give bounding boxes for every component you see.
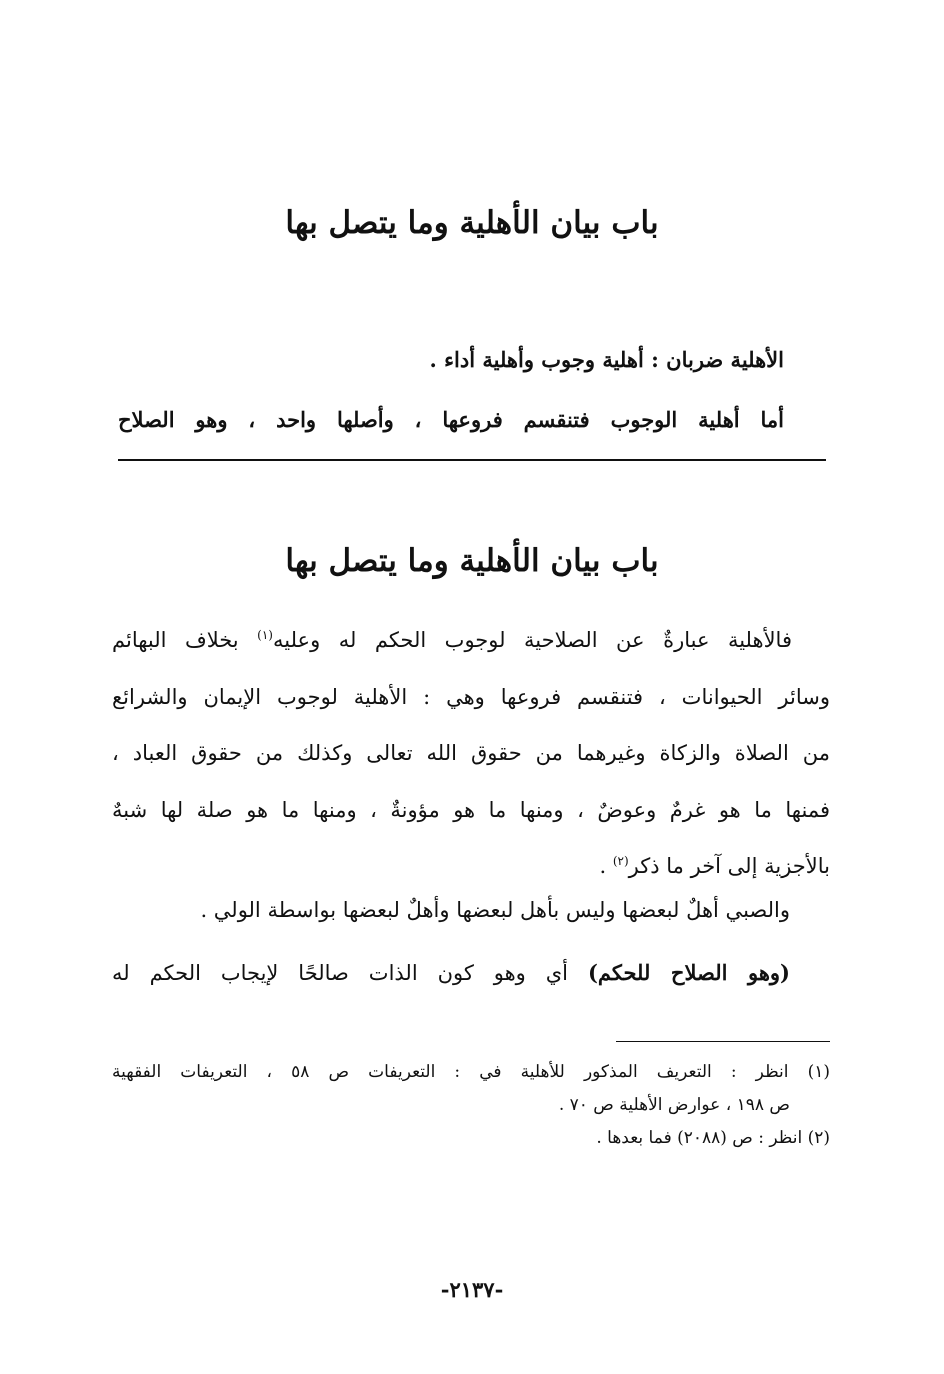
matn-line-1: الأهلية ضربان : أهلية وجوب وأهلية أداء . xyxy=(429,347,784,372)
footnote-2: (٢) انظر : ص (٢٠٨٨) فما بعدها . xyxy=(596,1128,830,1148)
text-line: فالأهلية عبارةٌ عن الصلاحية لوجوب الحكم له وعليه$^{(١)}$ بخلاف البهائم xyxy=(112,628,792,652)
text-line: من الصلاة والزكاة وغيرهما من حقوق الله تعالى وكذلك من حقوق العباد ، xyxy=(112,741,830,765)
footnote-ref-2: (٢) xyxy=(612,854,629,868)
text-line: بالأجزية إلى آخر ما ذكر$^{(٢)}$ . xyxy=(599,854,830,878)
page-number: -٢١٣٧- xyxy=(440,1277,504,1302)
matn-line-2: أما أهلية الوجوب فتنقسم فروعها ، وأصلها واحد ، وهو الصلاح xyxy=(118,407,784,432)
footnote-1-continued: ص ١٩٨ ، عوارض الأهلية ص ٧٠ . xyxy=(558,1095,790,1115)
commentary-title: باب بيان الأهلية وما يتصل بها xyxy=(285,543,659,579)
section-divider xyxy=(118,459,826,461)
footnotes xyxy=(112,1056,830,1155)
footnote-rule xyxy=(616,1041,830,1042)
quoted-matn: (وهو الصلاح للحكم) xyxy=(587,960,790,985)
footnote-ref-1: (١) xyxy=(257,628,273,642)
commentary-paragraph-3: (وهو الصلاح للحكم) أي وهو كون الذات صالحًا لإيجاب الحكم له xyxy=(112,960,790,985)
text-line: فمنها ما هو غرمٌ وعوضٌ ، ومنها ما هو مؤونةٌ ، ومنها ما هو صلة لها شبهٌ xyxy=(112,797,830,822)
commentary-paragraph-2: والصبي أهلٌ لبعضها وليس بأهل لبعضها وأهلٌ لبعضها بواسطة الولي . xyxy=(200,898,790,922)
footnote-1: (١) انظر : التعريف المذكور للأهلية في : التعريفات ص ٥٨ ، التعريفات الفقهية xyxy=(112,1062,830,1082)
text-line: وسائر الحيوانات ، فتنقسم فروعها وهي : الأهلية لوجوب الإيمان والشرائع xyxy=(112,684,830,709)
commentary-paragraph-1 xyxy=(112,612,830,895)
chapter-title: باب بيان الأهلية وما يتصل بها xyxy=(285,205,659,241)
